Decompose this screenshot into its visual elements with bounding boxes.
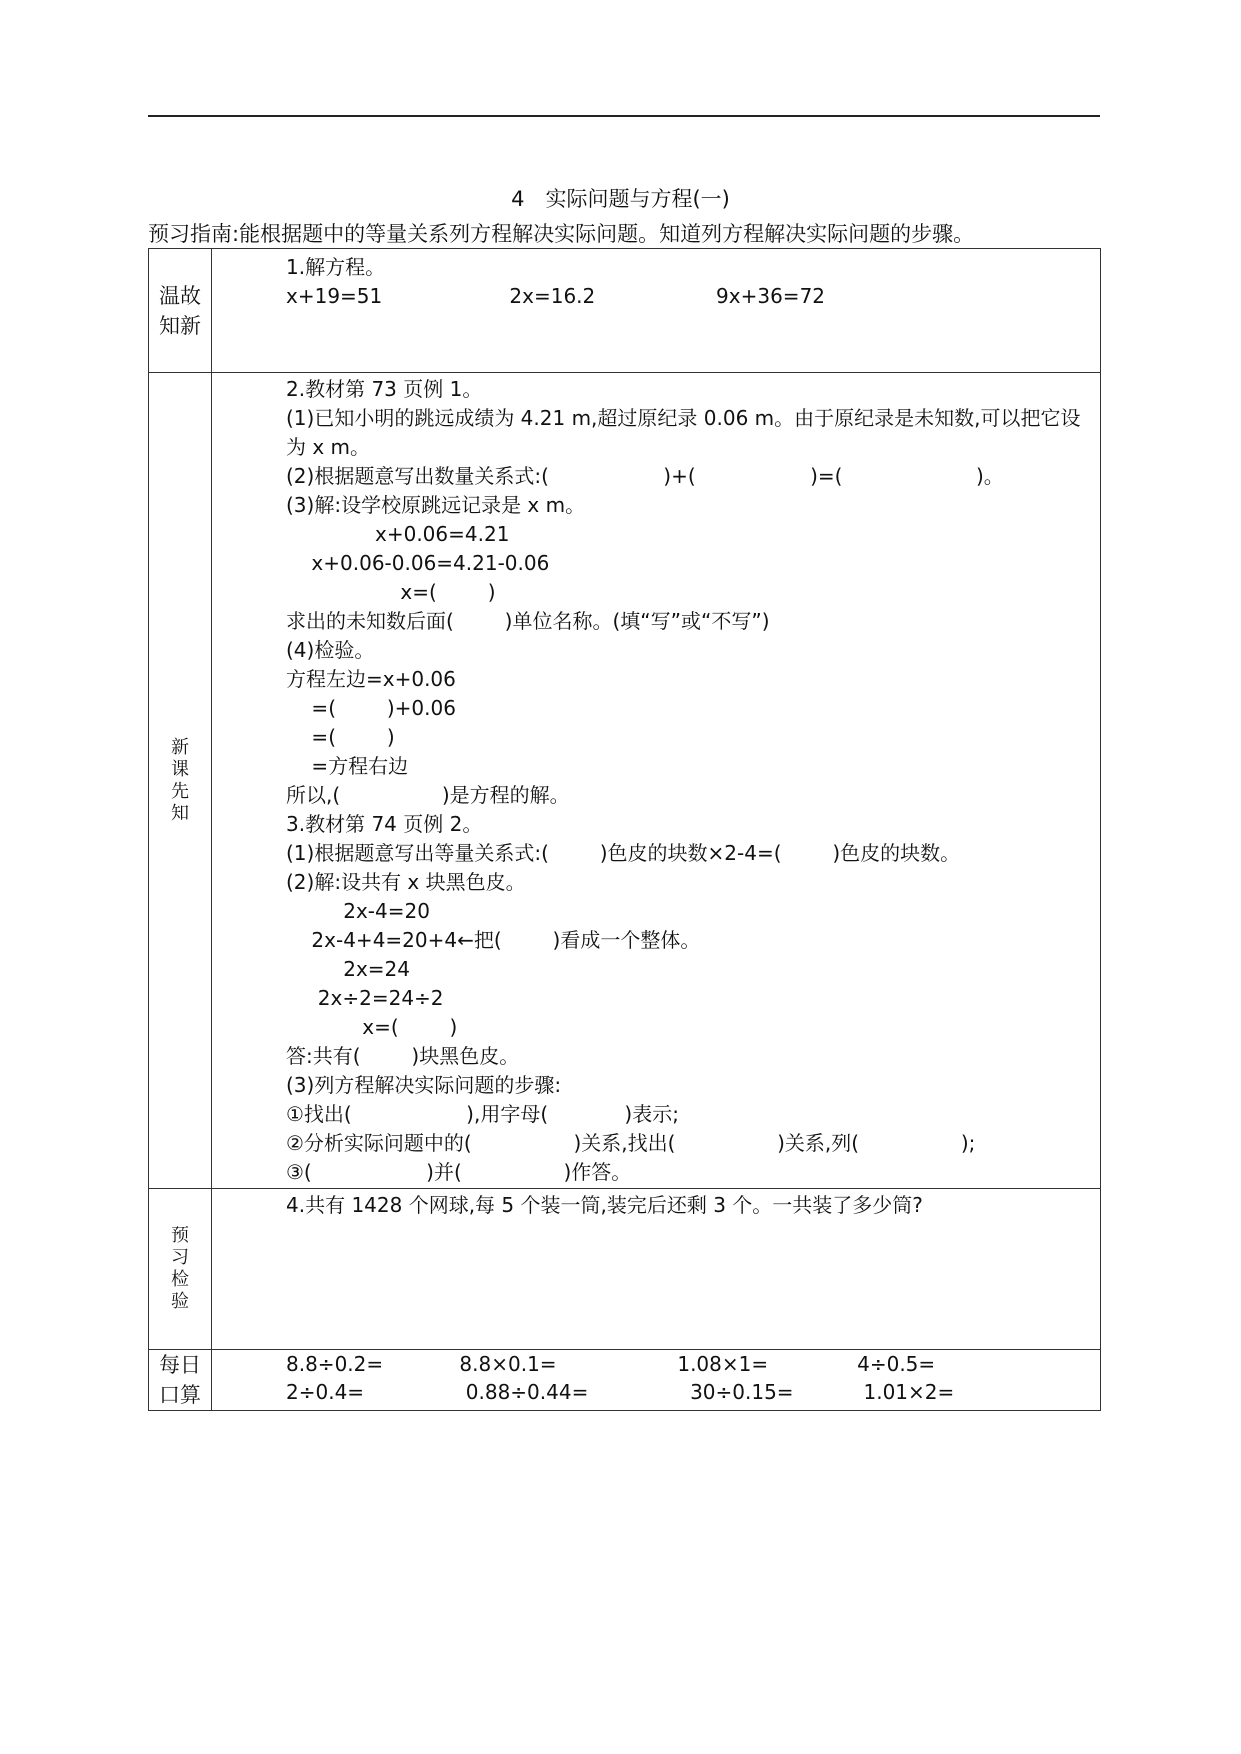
content-line: ③( )并( )作答。 [286,1160,632,1184]
daily-row [149,1350,1101,1411]
content-line: 2x-4+4=20+4←把( )看成一个整体。 [286,928,701,952]
new-lesson-label-text: 新 课 先 知 [171,736,189,824]
content-line: 8.8÷0.2= 8.8×0.1= 1.08×1= 4÷0.5= [286,1352,936,1376]
content-line: (1)已知小明的跳远成绩为 4.21 m,超过原纪录 0.06 m。由于原纪录是未知数,可以把它设 [286,406,1081,430]
daily-label-text: 每日 口算 [159,1353,201,1407]
daily-lines [212,1350,1100,1406]
new-lesson-row [149,373,1101,1189]
new-lesson-lines [212,373,1100,1187]
content-line: 2x-4=20 [286,899,430,923]
new-lesson-content [212,373,1101,1189]
check-content [212,1189,1101,1350]
check-label [149,1189,212,1350]
content-line: x=( ) [286,1015,458,1039]
check-row [149,1189,1101,1350]
content-line: =( ) [286,725,395,749]
content-line: 3.教材第 74 页例 2。 [286,812,483,836]
content-line: 4.共有 1428 个网球,每 5 个装一筒,装完后还剩 3 个。一共装了多少筒? [286,1193,923,1217]
new-lesson-label [149,373,212,1189]
header-rule [148,115,1100,117]
content-line: 方程左边=x+0.06 [286,667,456,691]
content-line: 2x÷2=24÷2 [286,986,444,1010]
daily-label [149,1350,212,1411]
review-lines [212,249,1100,311]
content-line: (2)根据题意写出数量关系式:( )+( )=( )。 [286,464,1004,488]
content-line: ②分析实际问题中的( )关系,找出( )关系,列( ); [286,1131,976,1155]
content-line: 所以,( )是方程的解。 [286,783,570,807]
check-label-text: 预 习 检 验 [171,1225,189,1312]
review-content [212,249,1101,373]
study-guide: 预习指南:能根据题中的等量关系列方程解决实际问题。知道列方程解决实际问题的步骤。 [148,222,975,246]
content-line: 2÷0.4= 0.88÷0.44= 30÷0.15= 1.01×2= [286,1380,955,1404]
content-line: ①找出( ),用字母( )表示; [286,1102,679,1126]
content-line: 为 x m。 [286,435,371,459]
review-label [149,249,212,373]
content-line: =方程右边 [286,754,409,778]
review-row [149,249,1101,373]
content-line: x=( ) [286,580,496,604]
content-line: (1)根据题意写出等量关系式:( )色皮的块数×2-4=( )色皮的块数。 [286,841,961,865]
daily-content [212,1350,1101,1411]
content-line: (3)列方程解决实际问题的步骤: [286,1073,562,1097]
content-line: (4)检验。 [286,638,375,662]
content-line: 2x=24 [286,957,410,981]
content-line: x+0.06=4.21 [286,522,510,546]
page-title: 4 实际问题与方程(一) [511,187,730,211]
content-line: x+19=51 2x=16.2 9x+36=72 [286,284,826,308]
review-label-text: 温故 知新 [159,283,201,338]
content-line: 1.解方程。 [286,255,386,279]
content-line: (2)解:设共有 x 块黑色皮。 [286,870,526,894]
content-line: =( )+0.06 [286,696,456,720]
worksheet-table [148,248,1101,1411]
content-line: 求出的未知数后面( )单位名称。(填“写”或“不写”) [286,609,770,633]
content-line: 答:共有( )块黑色皮。 [286,1044,520,1068]
content-line: 2.教材第 73 页例 1。 [286,377,483,401]
check-lines [212,1189,1100,1220]
content-line: x+0.06-0.06=4.21-0.06 [286,551,550,575]
content-line: (3)解:设学校原跳远记录是 x m。 [286,493,586,517]
